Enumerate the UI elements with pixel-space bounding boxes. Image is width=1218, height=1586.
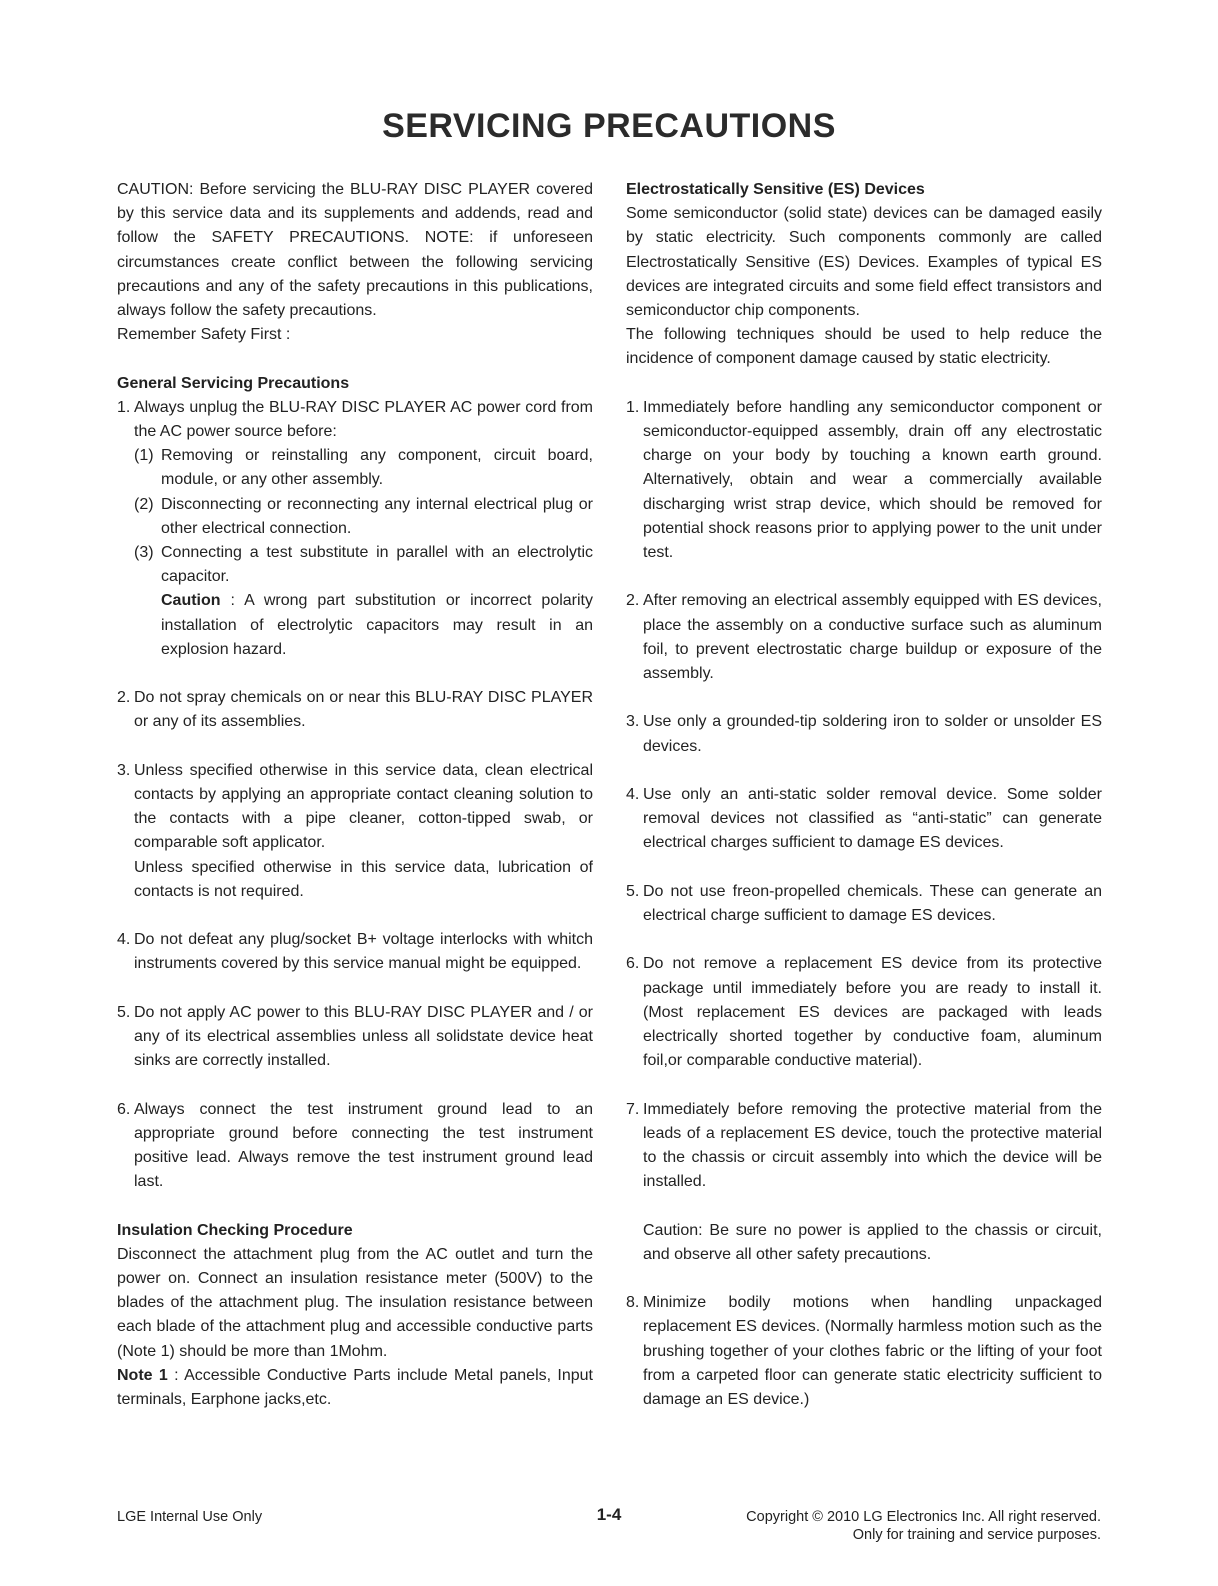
es-intro-2: The following techniques should be used to help reduce the incidence of component damage caused by static electricity. <box>626 326 1102 368</box>
list-item: 1. Always unplug the BLU-RAY DISC PLAYER AC power cord from the AC power source before: <box>117 398 593 441</box>
remember-safety: Remember Safety First : <box>117 326 291 344</box>
list-item: 2. After removing an electrical assembly equipped with ES devices, place the assembly on a conductive surface such as aluminum foil, to prevent electrostatic charge buildup or exposure of the assembly. <box>626 592 1102 683</box>
right-column <box>626 178 1102 1412</box>
list-item: 5. Do not apply AC power to this BLU-RAY DISC PLAYER and / or any of its electrical assemblies unless all solidstate device heat sinks are correctly installed. <box>117 1003 593 1070</box>
left-column <box>117 178 593 1412</box>
list-item: 6. Do not remove a replacement ES device from its protective package until immediately before you are ready to install it. (Most replacement ES devices are packaged with leads electrically shorted together by conductive foam, aluminum foil,or comparable conductive material). <box>626 955 1102 1070</box>
list-item: 4. Do not defeat any plug/socket B+ voltage interlocks with whitch instruments covered by this service manual might be equipped. <box>117 931 593 973</box>
list-item: 8. Minimize bodily motions when handling unpackaged replacement ES devices. (Normally harmless motion such as the brushing together of your clothes fabric or the lifting of your foot from a carpeted floor can generate static electricity sufficient to damage an ES device.) <box>626 1294 1102 1409</box>
sub-item: (3) Connecting a test substitute in parallel with an electrolytic capacitor. <box>134 544 593 586</box>
insulation-heading: Insulation Checking Procedure <box>117 1221 353 1239</box>
general-heading: General Servicing Precautions <box>117 374 350 392</box>
item7-caution: Caution: Be sure no power is applied to the chassis or circuit, and observe all other safety precautions. <box>643 1221 1102 1263</box>
list-item: 1. Immediately before handling any semiconductor component or semiconductor-equipped assembly, drain off any electrostatic charge on your body by touching a known earth ground. Alternatively, obtain and wear a commercially available discharging wrist strap device, which should be removed for potential shock reasons prior to applying power to the unit under test. <box>626 398 1102 562</box>
lubrication-note: Unless specified otherwise in this service data, lubrication of contacts is not required. <box>134 858 593 900</box>
list-item: 3. Unless specified otherwise in this service data, clean electrical contacts by applying an appropriate contact cleaning solution to the contacts with a pipe cleaner, cotton-tipped swab, or comparable soft applicator. <box>117 761 593 852</box>
list-item: 3. Use only a grounded-tip soldering iron to solder or unsolder ES devices. <box>626 713 1102 755</box>
footer-internal: LGE Internal Use Only <box>117 1509 263 1525</box>
caution-intro: CAUTION: Before servicing the BLU-RAY DISC PLAYER covered by this service data and its supplements and addends, read and follow the SAFETY PRECAUTIONS. NOTE: if unforeseen circumstances create conflict between the following servicing precautions and any of the safety precautions in this publications, always follow the safety precautions. <box>117 181 593 320</box>
page-title: SERVICING PRECAUTIONS <box>382 107 836 145</box>
list-item: 6. Always connect the test instrument ground lead to an appropriate ground before connecting the test instrument positive lead. Always remove the test instrument ground lead last. <box>117 1100 593 1191</box>
es-heading: Electrostatically Sensitive (ES) Devices <box>626 181 925 198</box>
sub-item: (1) Removing or reinstalling any component, circuit board, module, or any other assembly. <box>134 447 593 489</box>
insulation-text: Disconnect the attachment plug from the AC outlet and turn the power on. Connect an insulation resistance meter (500V) to the blades of the attachment plug. The insulation resistance between each blade of the attachment plug and accessible conductive parts (Note 1) should be more than 1Mohm. <box>117 1245 593 1360</box>
list-item: 2. Do not spray chemicals on or near this BLU-RAY DISC PLAYER or any of its assemblies. <box>117 689 593 731</box>
es-intro: Some semiconductor (solid state) devices can be damaged easily by static electricity. Such components commonly are called Electrostatically Sensitive (ES) Devices. Examples of typical ES devices are integrated circuits and some field effect transistors and semiconductor chip components. <box>626 205 1102 320</box>
list-item: 5. Do not use freon-propelled chemicals. These can generate an electrical charge sufficient to damage ES devices. <box>626 882 1102 925</box>
list-item: 4. Use only an anti-static solder removal device. Some solder removal devices not classified as “anti-static” can generate electrical charges sufficient to damage ES devices. <box>626 786 1102 852</box>
note-1: Note 1 : Accessible Conductive Parts include Metal panels, Input terminals, Earphone jacks,etc. <box>117 1366 594 1409</box>
page-number: 1-4 <box>596 1505 622 1524</box>
footer-copyright: Copyright © 2010 LG Electronics Inc. All right reserved. Only for training and service purposes. <box>746 1509 1101 1543</box>
caution-note: Caution : A wrong part substitution or incorrect polarity installation of electrolytic capacitors may result in an explosion hazard. <box>161 592 593 658</box>
sub-item: (2) Disconnecting or reconnecting any internal electrical plug or other electrical connection. <box>134 495 593 537</box>
list-item: 7. Immediately before removing the protective material from the leads of a replacement ES device, touch the protective material to the chassis or circuit assembly into which the device will be installed. <box>626 1100 1102 1191</box>
